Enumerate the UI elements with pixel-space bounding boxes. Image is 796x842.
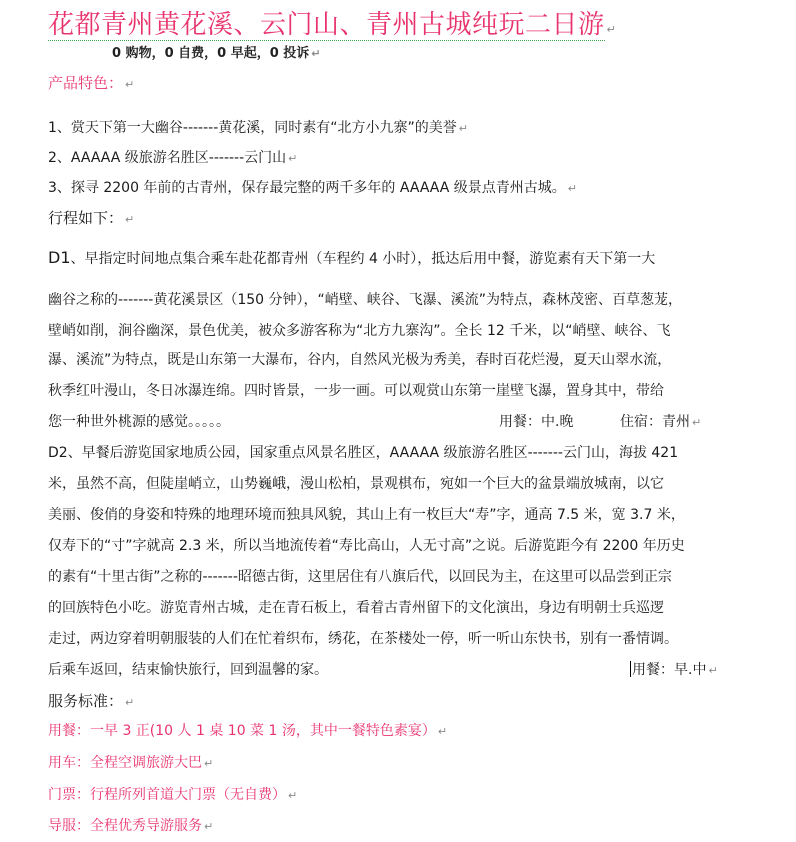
d1-line: 壁峭如削，涧谷幽深，景色优美，被众多游客称为“北方九寨沟”。全长 12 千米，以“峭壁、峡谷、飞 [48, 323, 671, 339]
d1-line: 幽谷之称的-------黄花溪景区（150 分钟），“峭壁、峡谷、飞瀑、溪流”为特点，森林茂密、百草葱茏， [48, 292, 683, 308]
feature-item: 1、赏天下第一大幽谷-------黄花溪，同时素有“北方小九寨”的美誉 ↵ [48, 120, 468, 136]
service-item: 用车：全程空调旅游大巴 ↵ [48, 755, 214, 771]
feature-item: 3、探寻 2200 年前的古青州，保存最完整的两千多年的 AAAAA 级景点青州古城。 ↵ [48, 180, 577, 196]
d1-line: 瀑、溪流”为特点，既是山东第一大瀑布，谷内，自然风光极为秀美，春时百花烂漫，夏天山翠水流， [48, 352, 672, 368]
itinerary-heading: 行程如下： ↵ [48, 209, 135, 227]
document-title: 花都青州黄花溪、云门山、青州古城纯玩二日游 ↵ [48, 10, 617, 40]
d2-line: D2、早餐后游览国家地质公园，国家重点风景名胜区，AAAAA 级旅游名胜区-------云门山，海拔 421 [48, 445, 679, 461]
d2-line: 美丽、俊俏的身姿和特殊的地理环境而独具风貌，其山上有一枚巨大“寿”字，通高 7.5 米，宽 3.7 米， [48, 507, 685, 523]
d2-meal: 用餐：早.中 ↵ [632, 662, 718, 678]
d1-meal: 用餐：中.晚 [499, 414, 574, 430]
d1-label: D1 [48, 248, 71, 267]
d2-line: 仅寿下的“寸”字就高 2.3 米，所以当地流传着“寿比高山，人无寸高”之说。后游览距今有 2200 年历史 [48, 538, 685, 554]
d2-line: 走过，两边穿着明朝服装的人们在忙着织布，绣花，在茶楼处一停，听一听山东快书，别有一番情调。 [48, 631, 678, 647]
d1-line: 您一种世外桃源的感觉。。。。。 [48, 414, 230, 430]
d2-line: 米，虽然不高，但陡崖峭立，山势巍峨，漫山松柏，景观棋布，宛如一个巨大的盆景端放城南，以它 [48, 476, 664, 492]
d2-line: 的素有“十里古街”之称的-------昭德古街，这里居住有八旗后代，以回民为主，在这里可以品尝到正宗 [48, 569, 672, 585]
service-heading: 服务标准： ↵ [48, 692, 135, 710]
d2-line: 的回族特色小吃。游览青州古城，走在青石板上，看着古青州留下的文化演出，身边有明朝士兵巡逻 [48, 600, 664, 616]
service-item: 门票：行程所列首道大门票（无自费） ↵ [48, 787, 298, 803]
feature-item: 2、AAAAA 级旅游名胜区-------云门山 ↵ [48, 150, 298, 166]
d1-line: 秋季红叶漫山，冬日冰瀑连绵。四时皆景，一步一画。可以观赏山东第一崖壁飞瀑，置身其中，带给 [48, 383, 664, 399]
service-item: 导服：全程优秀导游服务 ↵ [48, 818, 214, 834]
d2-line: 后乘车返回，结束愉快旅行，回到温馨的家。 [48, 662, 328, 678]
text-cursor [630, 661, 631, 677]
features-heading: 产品特色： ↵ [48, 74, 135, 92]
service-item: 用餐：一早 3 正(10 人 1 桌 10 菜 1 汤，其中一餐特色素宴） ↵ [48, 723, 448, 739]
d1-line: D1、早指定时间地点集合乘车赴花都青州（车程约 4 小时），抵达后用中餐，游览素有天下第一大 [48, 248, 656, 267]
document-subtitle: 0 购物，0 自费，0 早起，0 投诉 ↵ [112, 46, 321, 61]
d1-stay: 住宿：青州 ↵ [620, 414, 702, 430]
